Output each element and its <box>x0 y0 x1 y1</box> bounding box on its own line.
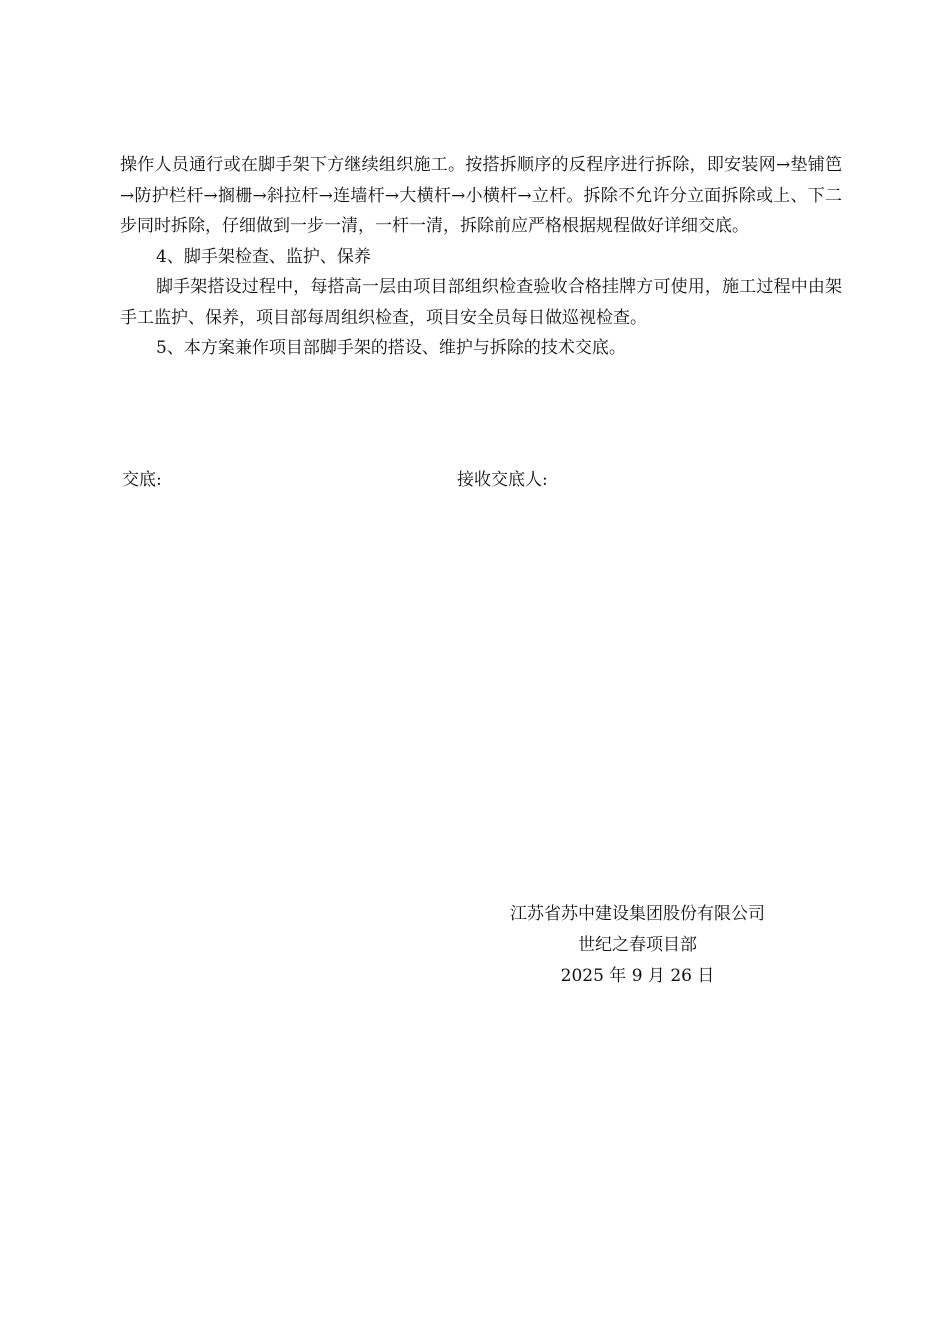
section-heading-inspection: 4、脚手架检查、监护、保养 <box>156 246 371 267</box>
department-name: 世纪之春项目部 <box>578 935 697 955</box>
receiver-label: 接收交底人: <box>457 470 548 490</box>
signature-row <box>120 465 842 495</box>
paragraph-inspection: 脚手架搭设过程中，每搭高一层由项目部组织检查验收合格挂牌方可使用，施工过程中由架手工监护、保养，项目部每周组织检查，项目安全员每日做巡视检查。 <box>120 277 842 328</box>
paragraph-dismantling: 操作人员通行或在脚手架下方继续组织施工。按搭拆顺序的反程序进行拆除，即安装网→垫铺笆→防护栏杆→搁栅→斜拉杆→连墙杆→大横杆→小横杆→立杆。拆除不允许分立面拆除或上、下二步同时拆除，仔细做到一步一清，一杆一清，拆除前应严格根据规程做好详细交底。 <box>120 155 842 236</box>
briefer-label: 交底: <box>122 470 162 490</box>
issuer-block <box>470 899 805 992</box>
body-text <box>120 150 842 364</box>
issue-date: 2025 年 9 月 26 日 <box>560 966 715 986</box>
company-name: 江苏省苏中建设集团股份有限公司 <box>510 904 765 924</box>
paragraph-technical-briefing: 5、本方案兼作项目部脚手架的搭设、维护与拆除的技术交底。 <box>156 338 626 358</box>
